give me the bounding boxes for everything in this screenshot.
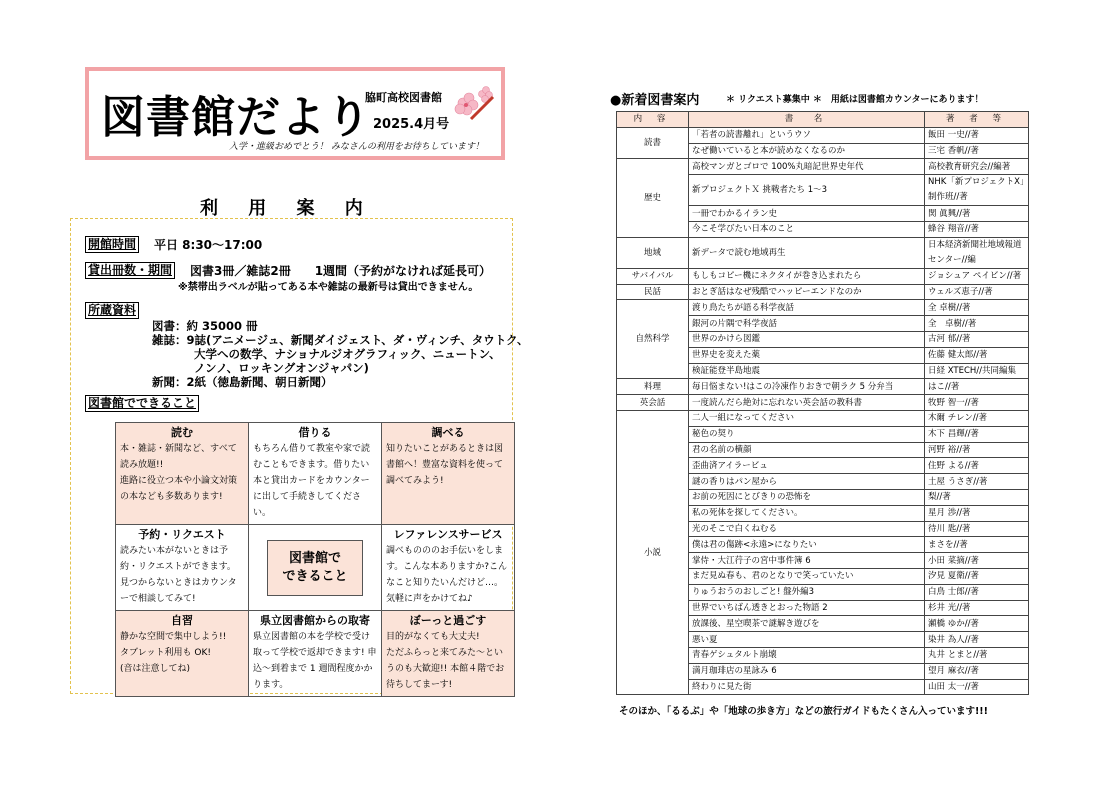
author-cell: ジョシュア ペイビン//著 (925, 268, 1029, 284)
category-cell: 英会話 (617, 395, 689, 411)
lending-value: 図書3冊／雑誌2冊 1週間（予約がなければ延長可） (190, 264, 492, 278)
book-title-cell: もしもコピー機にネクタイが巻き込まれたら (689, 268, 925, 284)
holdings-magazines-line3: ノンノ、ロッキングオンジャパン) (194, 361, 369, 375)
services-center (249, 525, 382, 611)
book-title-cell: 二人一組になってください (689, 410, 925, 426)
author-cell: 小田 菜摘//著 (925, 553, 1029, 569)
author-cell: はこ//著 (925, 379, 1029, 395)
author-cell: 土屋 うさぎ//著 (925, 474, 1029, 490)
table-header-row (617, 112, 1029, 128)
column-header: 内 容 (617, 112, 689, 128)
book-title-cell: 世界史を変えた薬 (689, 347, 925, 363)
author-cell: 佐藤 健太郎//著 (925, 347, 1029, 363)
table-row (617, 127, 1029, 143)
author-cell: 日本経済新聞社地域報道センター//編 (925, 237, 1029, 268)
issue-label: 2025.4月号 (373, 117, 450, 132)
category-cell: 歴史 (617, 159, 689, 237)
author-cell: 山田 太一//著 (925, 679, 1029, 695)
author-cell: 木爾 チレン//著 (925, 410, 1029, 426)
author-cell: 木下 昌輝//著 (925, 426, 1029, 442)
author-cell: 三宅 香帆//著 (925, 143, 1029, 159)
category-cell: 地域 (617, 237, 689, 268)
author-cell: 全 卓樹//著 (925, 316, 1029, 332)
hours-label: 開館時間 (85, 236, 139, 253)
lending-note: ※禁帯出ラベルが貼ってある本や雑誌の最新号は貸出できません。 (178, 282, 479, 293)
author-cell: 丸井 とまと//著 (925, 647, 1029, 663)
author-cell: 白鳥 士郎//著 (925, 584, 1029, 600)
author-cell: 蜂谷 翔音//著 (925, 221, 1029, 237)
book-title-cell: 渡り鳥たちが語る科学夜話 (689, 300, 925, 316)
book-title-cell: まだ見ぬ春も、君のとなりで笑っていたい (689, 568, 925, 584)
services-grid (115, 422, 515, 697)
service-study: 自習 静かな空間で集中しよう!! タブレット利用も OK! (音は注意してね) (116, 611, 249, 697)
book-title-cell: 新プロジェクトＸ 挑戦者たち 1～3 (689, 175, 925, 206)
book-title-cell: 新データで読む地域再生 (689, 237, 925, 268)
author-cell: 古河 郁//著 (925, 331, 1029, 347)
category-cell: サバイバル (617, 268, 689, 284)
book-title-cell: 世界でいちばん透きとおった物語 2 (689, 600, 925, 616)
book-title-cell: 掌侍・大江荇子の宮中事件簿 6 (689, 553, 925, 569)
book-title-cell: 謎の香りはパン屋から (689, 474, 925, 490)
holdings-books: 図書：約 35000 冊 (152, 319, 258, 333)
category-cell: 料理 (617, 379, 689, 395)
book-title-cell: 今こそ学びたい日本のこと (689, 221, 925, 237)
services-center-label: 図書館で できること (267, 540, 363, 596)
author-cell: ウェルズ恵子//著 (925, 284, 1029, 300)
category-cell: 自然科学 (617, 300, 689, 379)
service-prefectural-loan: 県立図書館からの取寄 県立図書館の本を学校で受け取って学校で返却できます! 申込～到着まで 1 週間程度かかります。 (249, 611, 382, 697)
newsletter-header (85, 67, 505, 160)
school-name: 脇町高校図書館 (365, 91, 442, 104)
table-row (617, 237, 1029, 268)
book-title-cell: 毎日悩まない!はこの冷凍作りおきで朝ラク 5 分弁当 (689, 379, 925, 395)
usage-guide-title: 利 用 案 内 (200, 198, 375, 219)
author-cell: 住野 よる//著 (925, 458, 1029, 474)
category-cell: 小説 (617, 410, 689, 694)
book-title-cell: なぜ働いていると本が読めなくなるのか (689, 143, 925, 159)
book-title-cell: 検証能登半島地震 (689, 363, 925, 379)
author-cell: まさを//著 (925, 537, 1029, 553)
table-row (617, 284, 1029, 300)
author-cell: 染井 為人//著 (925, 632, 1029, 648)
service-borrow: 借りる もちろん借りて教室や家で読むこともできます。借りたい本と貸出カードをカウンターに出して手続きしてください。 (249, 423, 382, 525)
book-title-cell: 私の死体を探してください。 (689, 505, 925, 521)
author-cell: 河野 裕//著 (925, 442, 1029, 458)
can-do-label: 図書館でできること (85, 395, 199, 412)
author-cell: 待川 匙//著 (925, 521, 1029, 537)
book-title-cell: 高校マンガとゴロで 100%丸暗記世界史年代 (689, 159, 925, 175)
cherry-blossom-icon (449, 81, 499, 131)
book-title-cell: 一冊でわかるイラン史 (689, 206, 925, 222)
service-read: 読む 本・雑誌・新聞など、すべて読み放題!! 進路に役立つ本や小論文対策の本なども多数あります! (116, 423, 249, 525)
column-header: 書 名 (689, 112, 925, 128)
author-cell: 飯田 一史//著 (925, 127, 1029, 143)
table-row (617, 268, 1029, 284)
author-cell: 瀬橋 ゆか//著 (925, 616, 1029, 632)
author-cell: NHK「新プロジェクトX」制作班//著 (925, 175, 1029, 206)
author-cell: 杉井 光//著 (925, 600, 1029, 616)
book-title-cell: 放課後、星空喫茶で謎解き遊びを (689, 616, 925, 632)
book-title-cell: 歪曲済アイラービュ (689, 458, 925, 474)
table-row (617, 379, 1029, 395)
book-title-cell: りゅうおうのおしごと! 盤外編3 (689, 584, 925, 600)
book-title-cell: 「若者の読書離れ」というウソ (689, 127, 925, 143)
lending-label: 貸出冊数・期間 (85, 262, 175, 279)
holdings-label: 所蔵資料 (85, 302, 139, 319)
table-row (617, 395, 1029, 411)
service-reference: レファレンスサービス 調べものののお手伝いをします。こんな本ありますか?こんなこと知りたいんだけど…。気軽に声をかけてね♪ (382, 525, 515, 611)
book-title-cell: 僕は君の傷跡<永遠>になりたい (689, 537, 925, 553)
author-cell: 汐見 夏衛//著 (925, 568, 1029, 584)
column-header: 著 者 等 (925, 112, 1029, 128)
book-title-cell: 光のそこで白くねむる (689, 521, 925, 537)
service-research: 調べる 知りたいことがあるときは図書館へ！豊富な資料を使って調べてみよう! (382, 423, 515, 525)
table-row (617, 159, 1029, 175)
book-title-cell: 悪い夏 (689, 632, 925, 648)
service-relax: ぼーっと過ごす 目的がなくても大丈夫! ただふらっと来てみた～というのも大歓迎!! 本館４階でお待ちしてまーす! (382, 611, 515, 697)
table-row (617, 300, 1029, 316)
author-cell: 高校教育研究会//編著 (925, 159, 1029, 175)
hours-value: 平日 8:30～17:00 (154, 238, 263, 252)
new-books-table (616, 111, 1029, 695)
author-cell: 牧野 智一//著 (925, 395, 1029, 411)
welcome-message: 入学・進級おめでとう！ みなさんの利用をお待ちしています！ (229, 142, 484, 152)
table-row (617, 410, 1029, 426)
category-cell: 読書 (617, 127, 689, 159)
book-title-cell: お前の死因にとびきりの恐怖を (689, 489, 925, 505)
book-title-cell: 秘色の契り (689, 426, 925, 442)
author-cell: 梨//著 (925, 489, 1029, 505)
book-title-cell: おとぎ話はなぜ残酷でハッピーエンドなのか (689, 284, 925, 300)
holdings-magazines-line2: 大学への数学、ナショナルジオグラフィック、ニュートン、 (194, 347, 501, 361)
holdings-newspapers: 新聞：2紙（徳島新聞、朝日新聞） (152, 375, 333, 389)
book-title-cell: 銀河の片隅で科学夜話 (689, 316, 925, 332)
newsletter-title: 図書館だより (101, 92, 371, 143)
new-books-subtitle: ＊ リクエスト募集中 ＊ 用紙は図書館カウンターにあります！ (726, 95, 984, 105)
footer-note: そのほか、「るるぶ」や「地球の歩き方」などの旅行ガイドもたくさん入っています!!! (619, 706, 988, 717)
author-cell: 全 卓樹//著 (925, 300, 1029, 316)
book-title-cell: 終わりに見た街 (689, 679, 925, 695)
author-cell: 星月 渉//著 (925, 505, 1029, 521)
new-books-title: ●新着図書案内 (610, 93, 700, 108)
book-title-cell: 青春ゲシュタルト崩壊 (689, 647, 925, 663)
author-cell: 日経 XTECH//共同編集 (925, 363, 1029, 379)
service-reservation: 予約・リクエスト 読みたい本がないときは予約・リクエストができます。 見つからないときはカウンターで相談してみて! (116, 525, 249, 611)
author-cell: 望月 麻衣//著 (925, 663, 1029, 679)
book-title-cell: 世界のかけら図鑑 (689, 331, 925, 347)
book-title-cell: 君の名前の横顔 (689, 442, 925, 458)
author-cell: 関 眞興//著 (925, 206, 1029, 222)
book-title-cell: 一度読んだら絶対に忘れない英会話の教科書 (689, 395, 925, 411)
holdings-magazines-line1: 雑誌：9誌(アニメージュ、新聞ダイジェスト、ダ・ヴィンチ、タウトク、 (152, 333, 529, 347)
category-cell: 民話 (617, 284, 689, 300)
book-title-cell: 満月珈琲店の星詠み 6 (689, 663, 925, 679)
